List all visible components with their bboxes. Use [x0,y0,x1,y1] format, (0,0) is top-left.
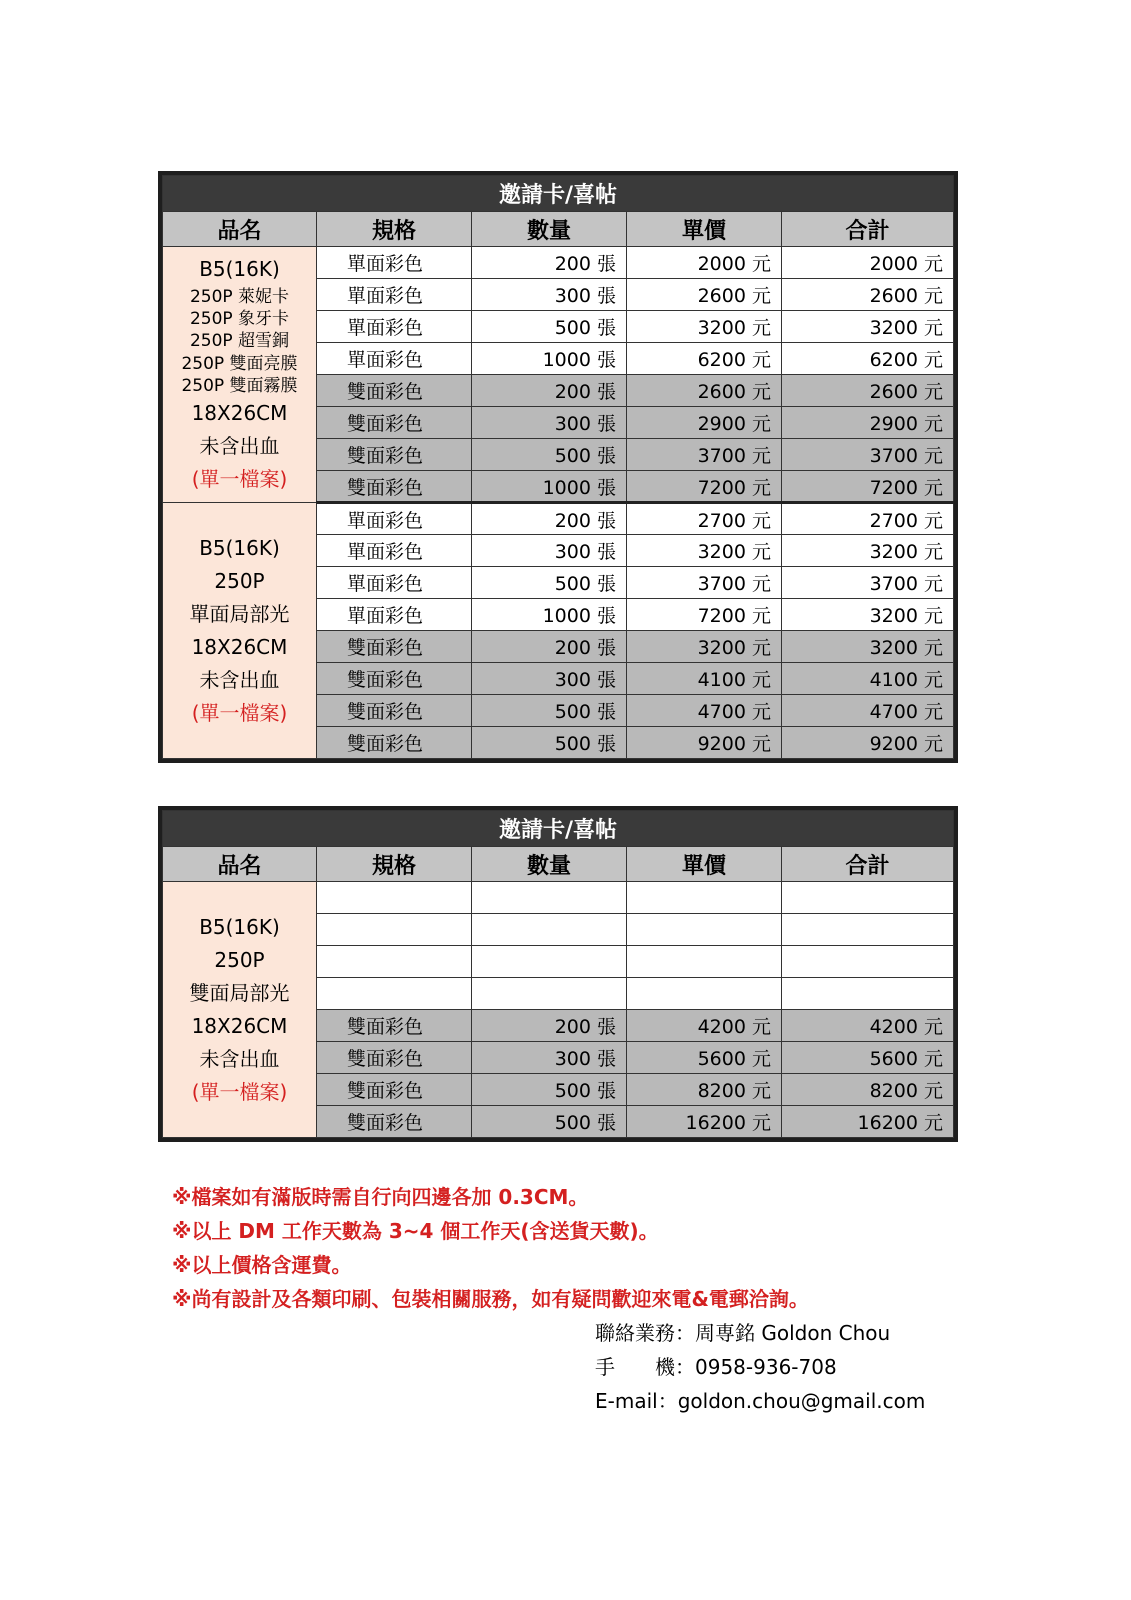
cell-qty: 200 張 [472,503,627,535]
col-header-spec: 規格 [317,212,472,247]
col-header-spec: 規格 [317,847,472,882]
cell-spec: 雙面彩色 [317,727,472,759]
contact-sales: 聯絡業務：周専銘 Goldon Chou [595,1321,891,1345]
cell-total [782,914,954,946]
product-name-line: (單一檔案) [191,700,288,725]
cell-spec: 雙面彩色 [317,1042,472,1074]
product-name-cell [163,503,317,759]
product-name-line: (單一檔案) [191,1079,288,1104]
product-name-line: 雙面局部光 [189,980,290,1005]
cell-price: 3200 元 [627,631,782,663]
cell-price: 2600 元 [627,279,782,311]
cell-qty: 500 張 [472,1106,627,1138]
notes [172,1180,809,1316]
cell-price: 3200 元 [627,311,782,343]
cell-qty: 200 張 [472,631,627,663]
cell-qty: 200 張 [472,375,627,407]
cell-qty: 500 張 [472,727,627,759]
product-name-line: 18X26CM [191,634,288,659]
cell-spec: 雙面彩色 [317,1074,472,1106]
product-name-line: 18X26CM [191,1013,288,1038]
product-name-line: B5(16K) [199,257,280,282]
cell-price: 7200 元 [627,599,782,631]
cell-price: 2600 元 [627,375,782,407]
table-title: 邀請卡/喜帖 [163,811,954,847]
cell-qty: 300 張 [472,1042,627,1074]
cell-total: 4700 元 [782,695,954,727]
product-name-line: 未含出血 [199,667,280,692]
cell-spec: 雙面彩色 [317,1106,472,1138]
product-name-line: 單面局部光 [189,601,290,626]
product-name-cell [163,247,317,503]
cell-qty: 200 張 [472,247,627,279]
cell-total: 3700 元 [782,567,954,599]
col-header-name: 品名 [163,847,317,882]
cell-total: 2700 元 [782,503,954,535]
cell-qty: 1000 張 [472,599,627,631]
cell-spec: 單面彩色 [317,503,472,535]
cell-price [627,978,782,1010]
product-name-line: 250P [214,568,265,593]
cell-price: 2700 元 [627,503,782,535]
cell-price: 3700 元 [627,567,782,599]
cell-spec: 雙面彩色 [317,407,472,439]
col-header-name: 品名 [163,212,317,247]
cell-total: 4100 元 [782,663,954,695]
cell-qty: 500 張 [472,439,627,471]
contact-block [595,1316,925,1418]
cell-price: 4700 元 [627,695,782,727]
cell-spec: 單面彩色 [317,247,472,279]
cell-qty: 300 張 [472,279,627,311]
cell-price: 6200 元 [627,343,782,375]
cell-spec: 雙面彩色 [317,1010,472,1042]
cell-spec: 單面彩色 [317,535,472,567]
cell-qty: 500 張 [472,1074,627,1106]
cell-total: 7200 元 [782,471,954,503]
cell-price: 4100 元 [627,663,782,695]
cell-qty [472,946,627,978]
cell-qty [472,978,627,1010]
cell-qty: 500 張 [472,311,627,343]
cell-qty: 300 張 [472,535,627,567]
product-name-line: 250P 雙面霧膜 [181,375,298,396]
cell-price [627,882,782,914]
cell-spec [317,882,472,914]
table-row [163,247,954,279]
cell-qty [472,914,627,946]
cell-total [782,978,954,1010]
cell-spec: 雙面彩色 [317,631,472,663]
cell-spec: 單面彩色 [317,343,472,375]
cell-spec: 雙面彩色 [317,471,472,503]
col-header-qty: 數量 [472,847,627,882]
cell-price: 3200 元 [627,535,782,567]
table-title: 邀請卡/喜帖 [163,176,954,212]
cell-total: 3200 元 [782,535,954,567]
product-name-line: 250P 超雪銅 [189,331,290,352]
col-header-price: 單價 [627,212,782,247]
price-table-2 [158,806,958,1142]
price-table-2-grid [162,810,954,1138]
product-name-cell [163,882,317,1138]
cell-qty: 200 張 [472,1010,627,1042]
cell-qty: 1000 張 [472,471,627,503]
cell-price [627,914,782,946]
col-header-price: 單價 [627,847,782,882]
cell-spec [317,978,472,1010]
table-1-body [163,247,954,759]
cell-spec: 單面彩色 [317,599,472,631]
cell-price: 4200 元 [627,1010,782,1042]
price-table-1-grid [162,175,954,759]
note-services: ※尚有設計及各類印刷、包裝相關服務，如有疑問歡迎來電&電郵洽詢。 [172,1287,809,1311]
product-name-line: 250P [214,947,265,972]
table-row [163,503,954,535]
col-header-qty: 數量 [472,212,627,247]
contact-email: E-mail：goldon.chou@gmail.com [595,1389,926,1413]
note-bleed: ※檔案如有滿版時需自行向四邊各加 0.3CM。 [172,1185,589,1209]
cell-total: 2900 元 [782,407,954,439]
product-name-line: B5(16K) [199,914,280,939]
cell-total: 16200 元 [782,1106,954,1138]
cell-total: 4200 元 [782,1010,954,1042]
cell-price: 16200 元 [627,1106,782,1138]
cell-price: 9200 元 [627,727,782,759]
cell-qty: 500 張 [472,695,627,727]
cell-total: 8200 元 [782,1074,954,1106]
product-name-line: 18X26CM [191,400,288,425]
cell-qty: 300 張 [472,407,627,439]
cell-total: 3200 元 [782,631,954,663]
product-name-line: 250P 雙面亮膜 [181,353,298,374]
product-name-line: 未含出血 [199,433,280,458]
cell-total: 2600 元 [782,375,954,407]
contact-phone: 手 機：0958-936-708 [595,1355,837,1379]
cell-spec: 單面彩色 [317,311,472,343]
cell-qty [472,882,627,914]
cell-price: 8200 元 [627,1074,782,1106]
product-name-line: B5(16K) [199,535,280,560]
cell-total: 5600 元 [782,1042,954,1074]
cell-spec: 單面彩色 [317,567,472,599]
cell-spec: 雙面彩色 [317,663,472,695]
cell-price [627,946,782,978]
cell-total [782,946,954,978]
cell-price: 2900 元 [627,407,782,439]
cell-total: 6200 元 [782,343,954,375]
note-shipping: ※以上價格含運費。 [172,1253,352,1277]
col-header-total: 合計 [782,212,954,247]
cell-total [782,882,954,914]
cell-price: 2000 元 [627,247,782,279]
cell-spec [317,914,472,946]
cell-total: 2000 元 [782,247,954,279]
col-header-total: 合計 [782,847,954,882]
cell-spec: 雙面彩色 [317,695,472,727]
price-table-1 [158,171,958,763]
product-name-line: 250P 象牙卡 [189,309,290,330]
cell-spec: 單面彩色 [317,279,472,311]
cell-total: 3200 元 [782,599,954,631]
table-row [163,882,954,914]
cell-spec [317,946,472,978]
cell-price: 7200 元 [627,471,782,503]
cell-qty: 500 張 [472,567,627,599]
product-name-line: 250P 萊妮卡 [189,287,290,308]
table-2-body [163,882,954,1138]
cell-total: 3700 元 [782,439,954,471]
cell-price: 3700 元 [627,439,782,471]
cell-spec: 雙面彩色 [317,439,472,471]
cell-total: 9200 元 [782,727,954,759]
cell-total: 2600 元 [782,279,954,311]
cell-total: 3200 元 [782,311,954,343]
cell-qty: 1000 張 [472,343,627,375]
cell-price: 5600 元 [627,1042,782,1074]
product-name-line: (單一檔案) [191,466,288,491]
cell-qty: 300 張 [472,663,627,695]
product-name-line: 未含出血 [199,1046,280,1071]
note-working-days: ※以上 DM 工作天數為 3~4 個工作天(含送貨天數)。 [172,1219,659,1243]
cell-spec: 雙面彩色 [317,375,472,407]
